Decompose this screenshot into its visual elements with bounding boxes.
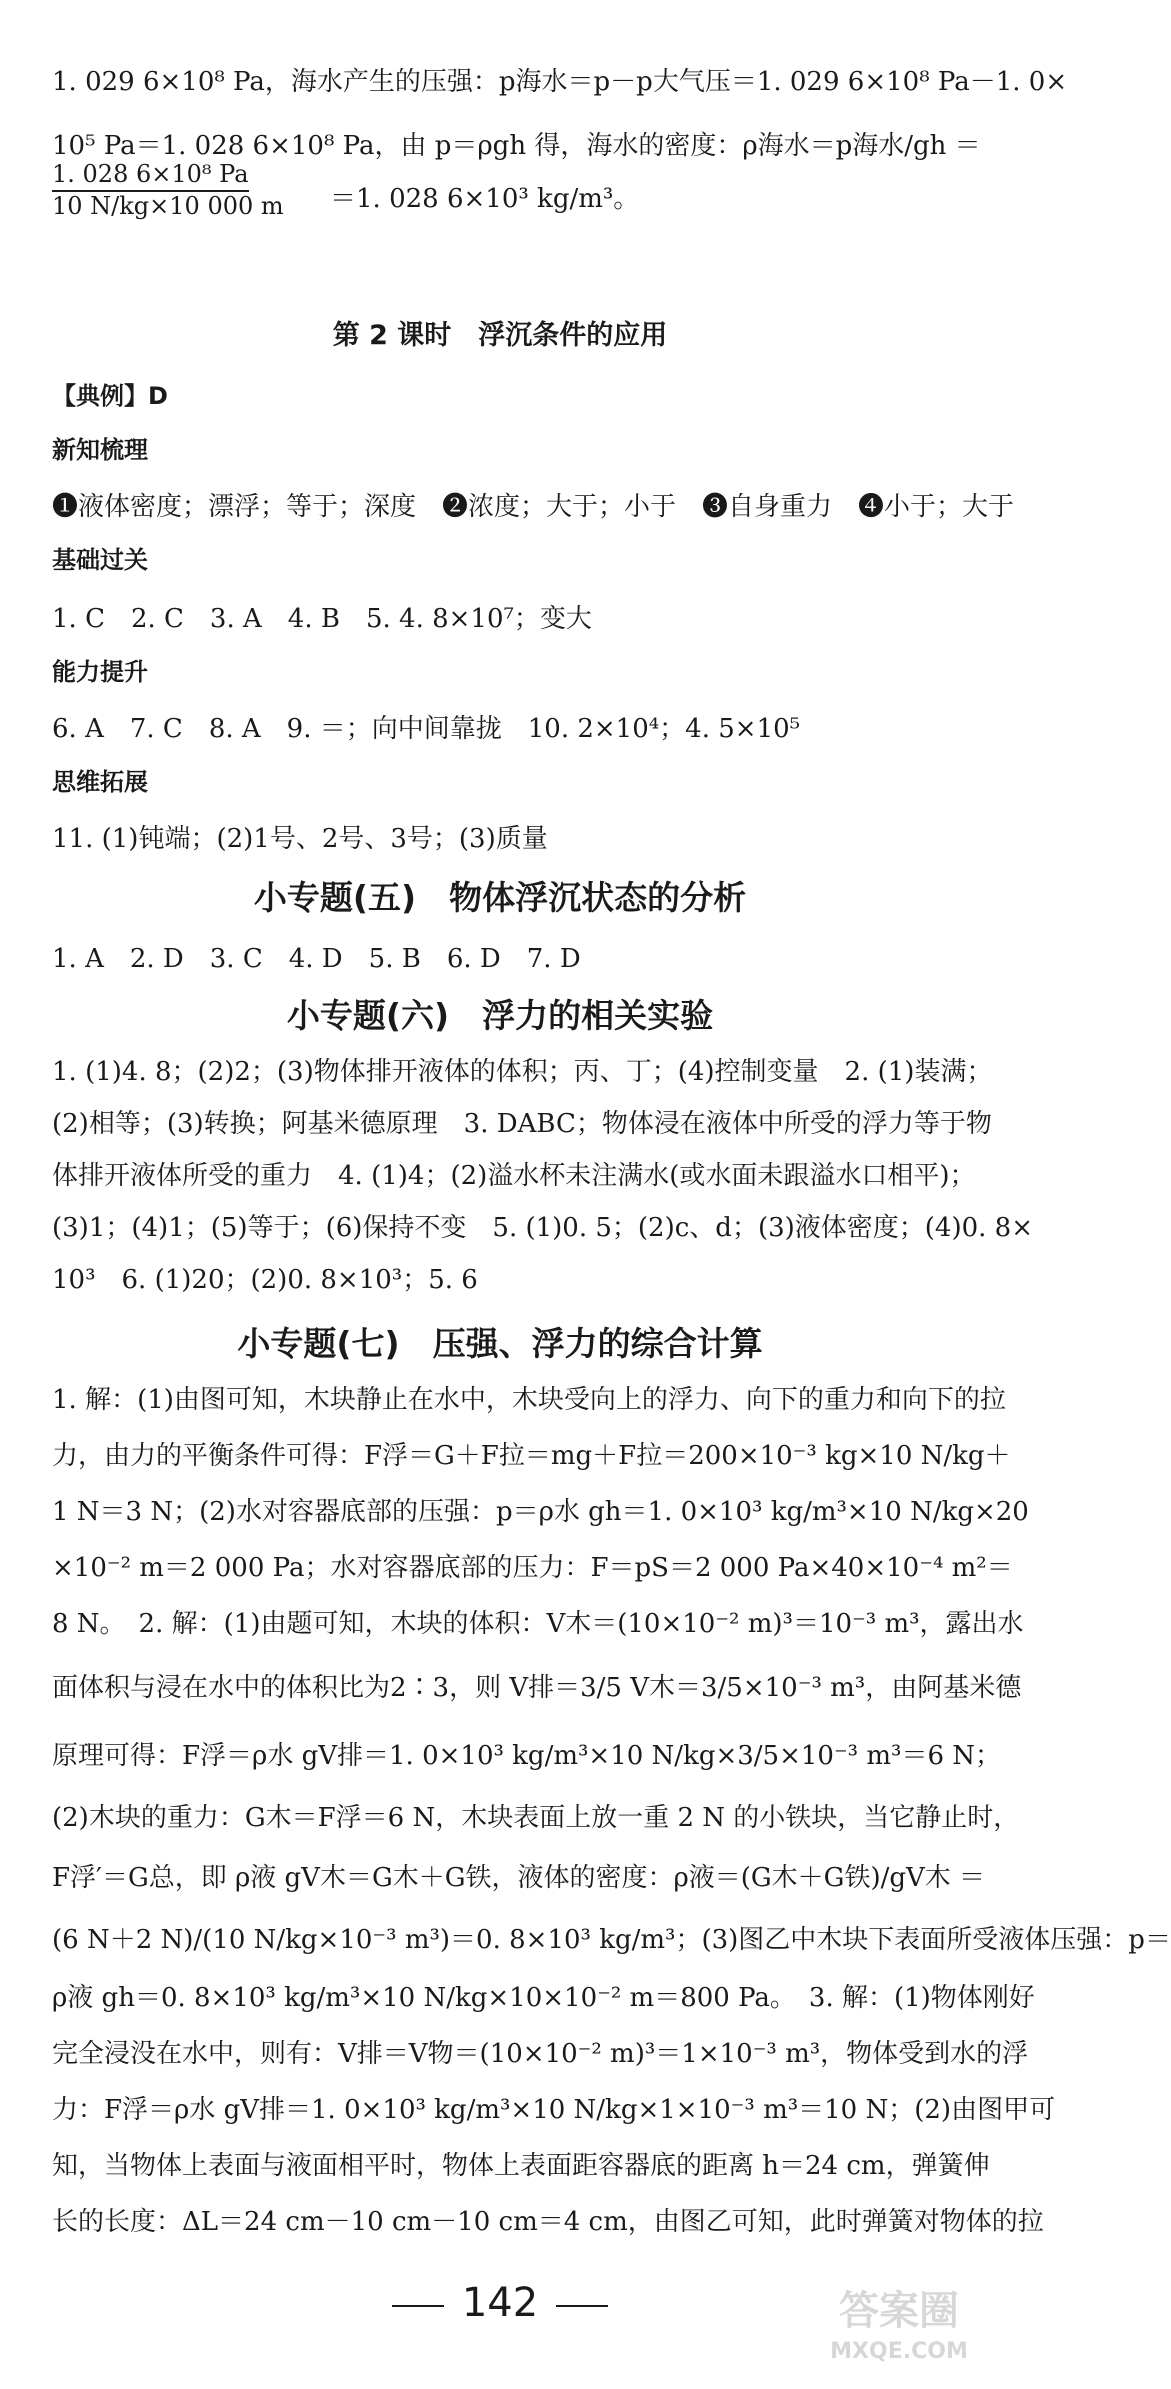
- topic6-line-5: 10³ 6. (1)20；(2)0. 8×10³；5. 6: [52, 1265, 478, 1295]
- topic7-line-15: 长的长度：ΔL＝24 cm－10 cm－10 cm＝4 cm，由图乙可知，此时弹簧对物体的拉: [52, 2207, 1044, 2237]
- lesson-title: 第 2 课时 浮沉条件的应用: [332, 320, 668, 351]
- topic7-line-7: 原理可得：F浮＝ρ水 gV排＝1. 0×10³ kg/m³×10 N/kg×3/5×10⁻³ m³＝6 N；: [52, 1741, 1002, 1771]
- topic5-answers: 1. A 2. D 3. C 4. D 5. B 6. D 7. D: [52, 944, 581, 974]
- topic7-line-11: ρ液 gh＝0. 8×10³ kg/m³×10 N/kg×10×10⁻² m＝800 Pa。 3. 解：(1)物体刚好: [52, 1983, 1035, 2013]
- topic7-title: 小专题(七) 压强、浮力的综合计算: [237, 1324, 763, 1363]
- topic6-line-1: 1. (1)4. 8；(2)2；(3)物体排开液体的体积；丙、丁；(4)控制变量 2. (1)装满；: [52, 1057, 993, 1087]
- topic6-line-4: (3)1；(4)1；(5)等于；(6)保持不变 5. (1)0. 5；(2)c、d；(3)液体密度；(4)0. 8×: [52, 1213, 1034, 1243]
- site-watermark-logo: [814, 2274, 984, 2369]
- topic7-line-4: ×10⁻² m＝2 000 Pa；水对容器底部的压力：F＝pS＝2 000 Pa×40×10⁻⁴ m²＝: [52, 1553, 1013, 1583]
- topic7-line-13: 力：F浮＝ρ水 gV排＝1. 0×10³ kg/m³×10 N/kg×1×10⁻³ m³＝10 N；(2)由图甲可: [52, 2095, 1056, 2125]
- continuation-line-2: 10⁵ Pa＝1. 028 6×10⁸ Pa，由 p＝ρgh 得，海水的密度：ρ海水＝p海水/gh ＝: [52, 131, 981, 161]
- topic7-line-14: 知，当物体上表面与液面相平时，物体上表面距容器底的距离 h＝24 cm，弹簧伸: [52, 2151, 990, 2181]
- watermark-line-1: 答案圈: [839, 2288, 959, 2334]
- topic7-line-5: 8 N。 2. 解：(1)由题可知，木块的体积：V木＝(10×10⁻² m)³＝10⁻³ m³，露出水: [52, 1609, 1024, 1639]
- density-fraction: [52, 160, 284, 220]
- fraction-denominator: 10 N/kg×10 000 m: [52, 192, 284, 220]
- thinking-answers: 11. (1)钝端；(2)1号、2号、3号；(3)质量: [52, 824, 548, 854]
- ability-answers: 6. A 7. C 8. A 9. ＝；向中间靠拢 10. 2×10⁴；4. 5×10⁵: [52, 714, 801, 744]
- topic7-line-8: (2)木块的重力：G木＝F浮＝6 N，木块表面上放一重 2 N 的小铁块，当它静止时，: [52, 1803, 1020, 1833]
- section-label-ability: 能力提升: [52, 658, 148, 686]
- watermark-line-2: MXQE.COM: [830, 2339, 968, 2364]
- topic7-line-10: (6 N＋2 N)/(10 N/kg×10⁻³ m³)＝0. 8×10³ kg/m³；(3)图乙中木块下表面所受液体压强：p＝: [52, 1925, 1171, 1955]
- topic7-line-12: 完全浸没在水中，则有：V排＝V物＝(10×10⁻² m)³＝1×10⁻³ m³，物体受到水的浮: [52, 2039, 1029, 2069]
- new-knowledge-answers: ❶液体密度；漂浮；等于；深度 ❷浓度；大于；小于 ❸自身重力 ❹小于；大于: [52, 492, 1015, 522]
- topic7-line-2: 力，由力的平衡条件可得：F浮＝G＋F拉＝mg＋F拉＝200×10⁻³ kg×10 N/kg＋: [52, 1441, 1011, 1471]
- topic5-title: 小专题(五) 物体浮沉状态的分析: [253, 878, 747, 917]
- topic6-line-2: (2)相等；(3)转换；阿基米德原理 3. DABC；物体浸在液体中所受的浮力等于物: [52, 1109, 992, 1139]
- fraction-result: ＝1. 028 6×10³ kg/m³。: [330, 184, 640, 214]
- topic7-line-3: 1 N＝3 N；(2)水对容器底部的压强：p＝ρ水 gh＝1. 0×10³ kg/m³×10 N/kg×20: [52, 1497, 1029, 1527]
- continuation-line-1: 1. 029 6×10⁸ Pa，海水产生的压强：p海水＝p－p大气压＝1. 029 6×10⁸ Pa－1. 0×: [52, 67, 1068, 97]
- fraction-numerator: 1. 028 6×10⁸ Pa: [52, 160, 249, 192]
- section-label-new-knowledge: 新知梳理: [52, 436, 148, 464]
- typical-example: 【典例】D: [52, 382, 168, 410]
- topic6-title: 小专题(六) 浮力的相关实验: [286, 996, 714, 1035]
- page-number: 142: [461, 2280, 539, 2326]
- topic7-line-9: F浮′＝G总，即 ρ液 gV木＝G木＋G铁，液体的密度：ρ液＝(G木＋G铁)/gV木 ＝: [52, 1863, 986, 1893]
- topic7-line-1: 1. 解：(1)由图可知，木块静止在水中，木块受向上的浮力、向下的重力和向下的拉: [52, 1385, 1006, 1415]
- section-label-thinking: 思维拓展: [52, 768, 148, 796]
- topic7-line-6: 面体积与浸在水中的体积比为2∶3，则 V排＝3/5 V木＝3/5×10⁻³ m³，由阿基米德: [52, 1673, 1022, 1703]
- page-number-dash-right: [556, 2305, 608, 2307]
- topic6-line-3: 体排开液体所受的重力 4. (1)4；(2)溢水杯未注满水(或水面未跟溢水口相平)；: [52, 1161, 976, 1191]
- section-label-basic: 基础过关: [52, 546, 148, 574]
- basic-answers: 1. C 2. C 3. A 4. B 5. 4. 8×10⁷；变大: [52, 604, 592, 634]
